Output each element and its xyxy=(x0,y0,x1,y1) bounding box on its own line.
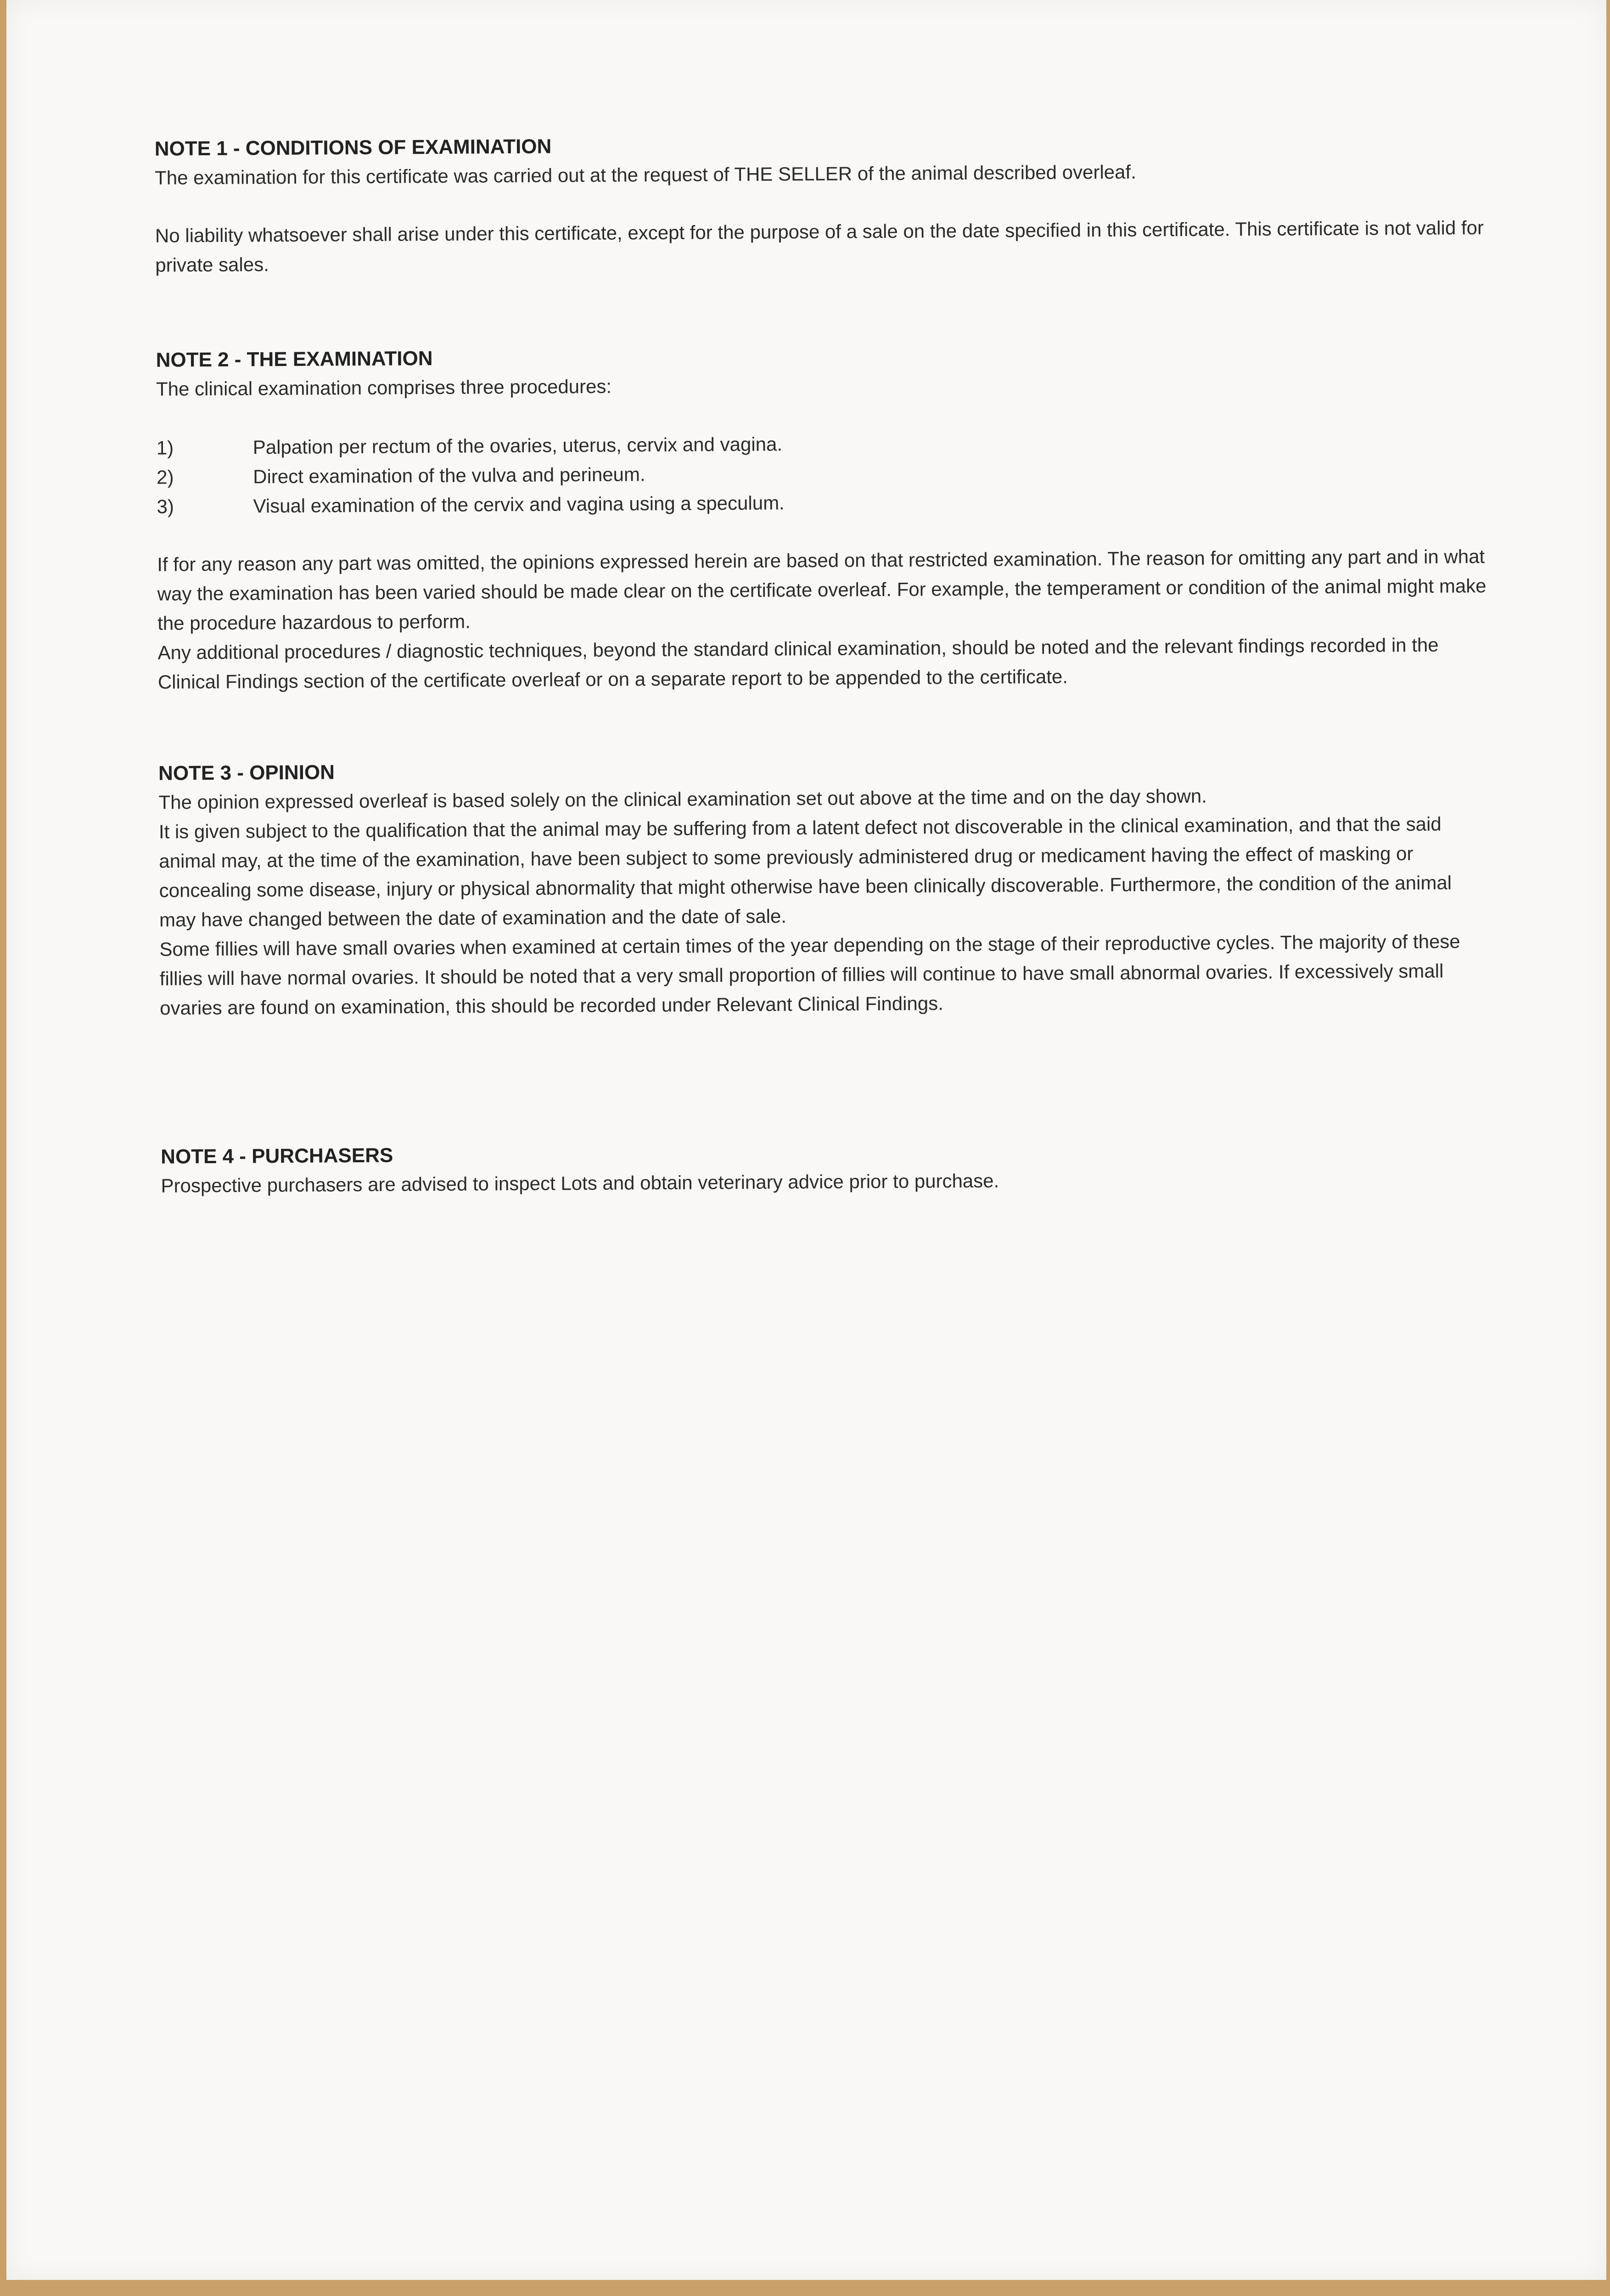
note-3-paragraph-2: It is given subject to the qualification that the animal may be suffering from a latent defect not discoverable in the clinical examination, and that the said animal may, at the time of the examination, have been subject to some previously administered drug or medicament having the effect of masking or concealing some disease, injury or physical abnormality that might otherwise have been clinically discoverable. Furthermore, the condition of the animal may have changed between the date of examination and the date of sale. xyxy=(158,813,1452,931)
note-1-paragraph-2: No liability whatsoever shall arise under this certificate, except for the purpose of a sale on the date specified in this certificate. This certificate is not valid for private sales. xyxy=(155,217,1484,276)
note-2-heading: NOTE 2 - THE EXAMINATION xyxy=(156,347,433,371)
procedure-text: Visual examination of the cervix and vagina using a speculum. xyxy=(253,492,785,517)
note-2-intro: The clinical examination comprises three procedures: xyxy=(156,375,612,400)
procedure-list xyxy=(157,425,1488,522)
note-4-paragraph-1: Prospective purchasers are advised to inspect Lots and obtain veterinary advice prior to purchase. xyxy=(161,1170,999,1197)
note-3-paragraph-3: Some fillies will have small ovaries when examined at certain times of the year depending on the stage of their reproductive cycles. The majority of these fillies will have normal ovaries. It should be noted that a very small proportion of fillies will continue to have small abnormal ovaries. If excessively small ovaries are found on examination, this should be recorded under Relevant Clinical Findings. xyxy=(159,930,1460,1019)
note-2-paragraph-1: If for any reason any part was omitted, the opinions expressed herein are based on that restricted examination. The reason for omitting any part and in what way the examination has been varied should be made clear on the certificate overleaf. For example, the temperament or condition of the animal might make the procedure hazardous to perform. xyxy=(157,546,1487,634)
table-surface-edge xyxy=(0,2280,1610,2296)
note-4-section xyxy=(161,1135,1492,1201)
procedure-text: Direct examination of the vulva and perineum. xyxy=(253,463,645,488)
note-1-heading: NOTE 1 - CONDITIONS OF EXAMINATION xyxy=(154,135,552,160)
document-content xyxy=(2,0,1610,2285)
document-page xyxy=(6,0,1606,2280)
procedure-text: Palpation per rectum of the ovaries, uterus, cervix and vagina. xyxy=(252,433,783,458)
note-4-heading: NOTE 4 - PURCHASERS xyxy=(161,1144,393,1168)
procedure-number: 1) xyxy=(156,437,174,459)
note-2-section xyxy=(156,338,1489,697)
procedure-number: 2) xyxy=(157,466,174,488)
note-3-paragraph-1: The opinion expressed overleaf is based solely on the clinical examination set out above at the time and on the day shown. xyxy=(158,785,1207,813)
note-1-section xyxy=(155,127,1487,280)
note-3-section xyxy=(158,751,1491,1023)
note-1-paragraph-1: The examination for this certificate was carried out at the request of THE SELLER of the animal described overleaf. xyxy=(155,161,1136,189)
procedure-number: 3) xyxy=(157,495,174,518)
note-2-paragraph-2: Any additional procedures / diagnostic techniques, beyond the standard clinical examination, should be noted and the relevant findings recorded in the Clinical Findings section of the certificate overleaf or on a separate report to be appended to the certificate. xyxy=(157,634,1439,693)
note-3-heading: NOTE 3 - OPINION xyxy=(158,761,335,785)
